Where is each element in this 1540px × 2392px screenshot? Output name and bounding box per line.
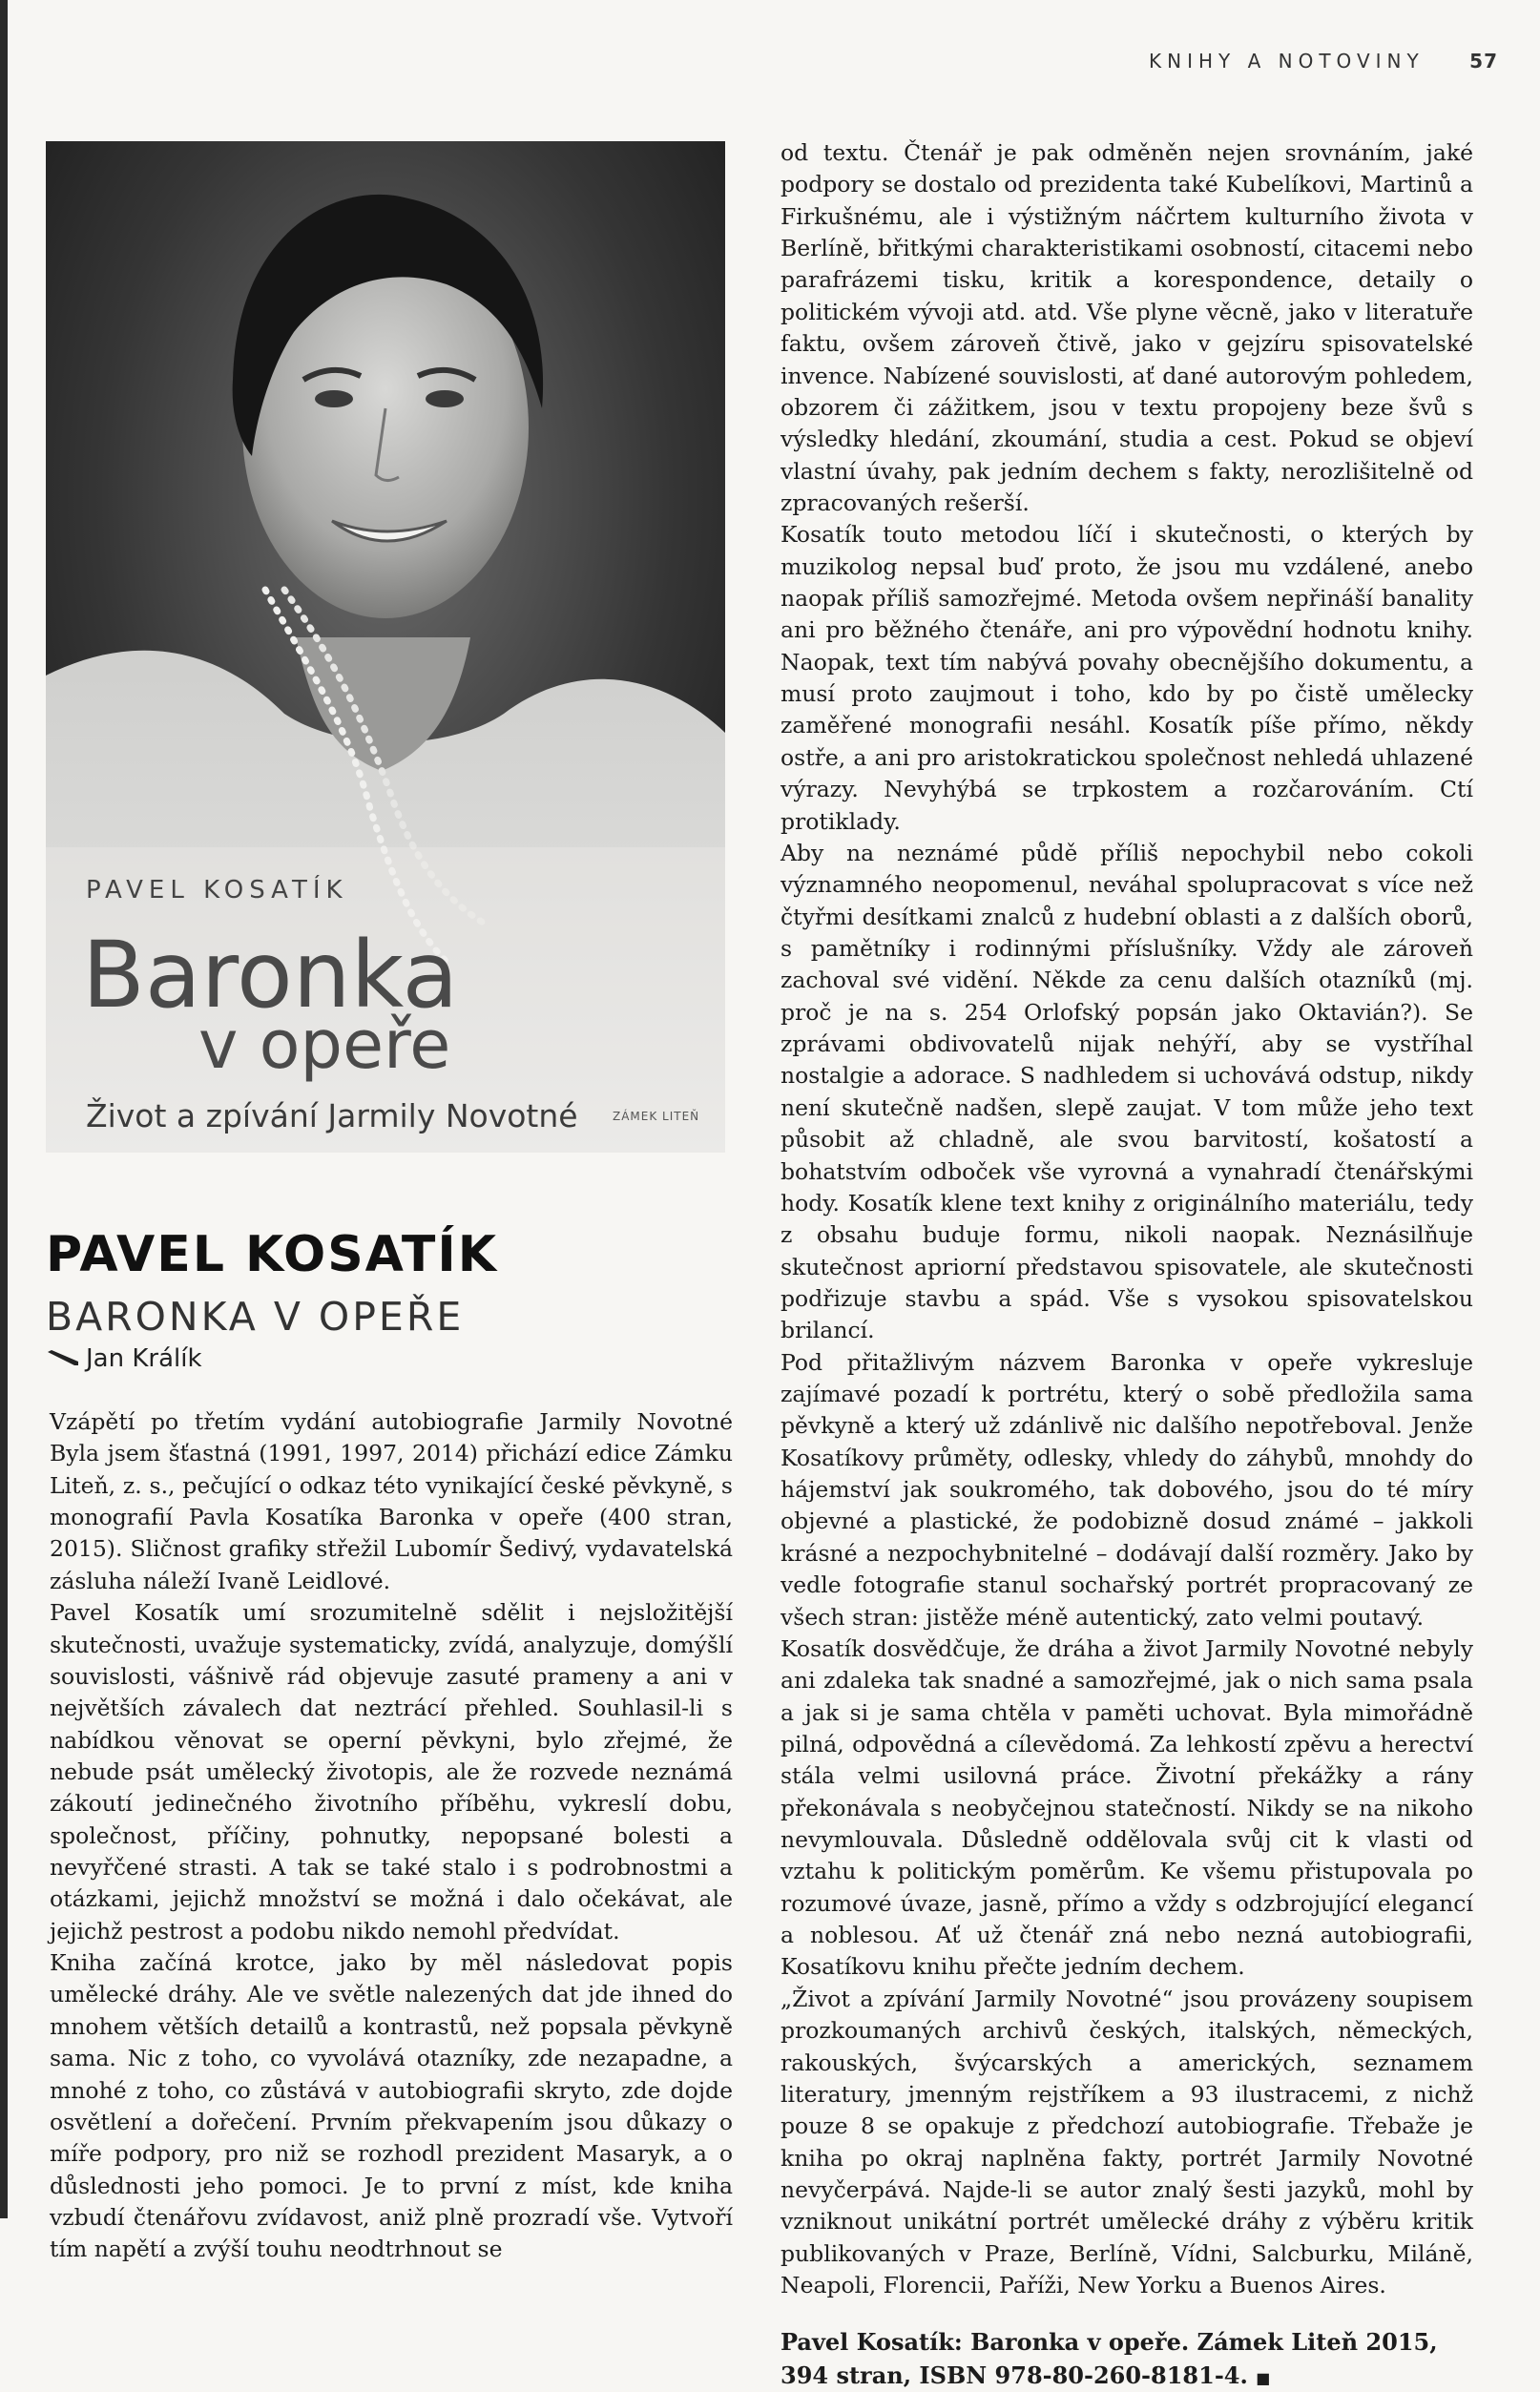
book-cover	[46, 141, 725, 1153]
paragraph: Aby na neznámé půdě příliš nepochybil nebo cokoli významného neopomenul, neváhal spolupracovat s více než čtyřmi desítkami znalců z hudební oblasti a z dalších oborů, s pamětníky i rodinnými příslušníky. Vždy ale zároveň zachoval své vidění. Někde za cenu dalších otazníků (mj. proč je na s. 254 Orlofský popsán jako Oktavián?). Se zprávami obdivovatelů nijak nehýří, aby se vystříhal nostalgie a adorace. S nadhledem si uchovává odstup, nikdy není skutečně nadšen, slepě zaujat. V tom může jeho text působit až chladně, ale svou barvitostí, košatostí a bohatstvím odboček vše vyrovná a vynahradí čtenářskými hody. Kosatík klene text knihy z originálního materiálu, tedy z obsahu buduje formu, nikoli naopak. Neznásilňuje skutečnost apriorní představou spisovatele, ale skutečnosti podřizuje stavbu a spád. Vše s vysokou spisovatelskou brilancí.	[780, 839, 1473, 1344]
page-edge	[0, 0, 8, 2218]
pen-nib-icon	[46, 1349, 80, 1368]
byline-author: Jan Králík	[86, 1344, 202, 1373]
byline	[46, 1344, 202, 1373]
paragraph: Pod přitažlivým názvem Baronka v opeře vykresluje zajímavé pozadí k portrétu, který o sobě předložila sama pěvkyně a který už zdánlivě nic dalšího nepotřeboval. Jenže Kosatíkovy průměty, odlesky, vhledy do záhybů, mnohdy do hájemství jak soukromého, tak dobového, jsou do té míry objevné a plastické, že podobizně dosud známé – jakkoli krásné a nezpochybnitelné – dodávají další rozměry. Jako by vedle fotografie stanul sochařský portrét propracovaný ze všech stran: jistěže méně autentický, zato velmi poutavý.	[780, 1348, 1473, 1631]
page-header	[1135, 46, 1498, 74]
book-info-text: Pavel Kosatík: Baronka v opeře. Zámek Liteň 2015, 394 stran, ISBN 978-80-260-8181-4.	[780, 2328, 1438, 2389]
article-column-left	[50, 1406, 733, 2266]
cover-publisher: ZÁMEK LITEŇ	[613, 1110, 700, 1123]
article-title: BARONKA V OPEŘE	[46, 1294, 465, 1340]
article-column-right	[780, 137, 1473, 2392]
book-info-note	[780, 2326, 1473, 2391]
cover-author: PAVEL KOSATÍK	[86, 876, 348, 905]
cover-subtitle: Život a zpívání Jarmily Novotné	[86, 1097, 578, 1134]
paragraph: Pavel Kosatík umí srozumitelně sdělit i nejsložitější skutečnosti, uvažuje systematicky, zvídá, analyzuje, domýšlí souvislosti, vášnivě rád objevuje zasuté prameny a ani v největších závalech dat neztrácí přehled. Souhlasil-li s nabídkou věnovat se operní pěvkyni, bylo zřejmé, že nebude psát umělecký životopis, ale že rozvede neznámá zákoutí jedinečného životního příběhu, vykreslí dobu, společnost, příčiny, pohnutky, nepopsané bolesti a nevyřčené strasti. A tak se také stalo i s podrobnostmi a otázkami, jejichž množství se možná i dalo očekávat, ale jejichž pestrost a podobu nikdo nemohl předvídat.	[50, 1599, 733, 1945]
cover-title-line2: v opeře	[198, 1006, 451, 1084]
cover-title-line1: Baronka	[82, 922, 459, 1029]
paragraph: „Život a zpívání Jarmily Novotné“ jsou provázeny soupisem prozkoumaných archivů českých, italských, německých, rakouských, švýcarských a amerických, seznamem literatury, jmenným rejstříkem a 93 ilustracemi, z nichž pouze 8 se opakuje z předchozí autobiografie. Třebaže je kniha po okraj naplněna fakty, portrét Jarmily Novotné nevyčerpává. Najde-li se autor znalý šesti jazyků, mohl by vzniknout unikátní portrét umělecké dráhy z výběru kritik publikovaných v Praze, Berlíně, Vídni, Salcburku, Miláně, Neapoli, Florencii, Paříži, New Yorku a Buenos Aires.	[780, 1985, 1473, 2299]
end-mark: ■	[1256, 2368, 1271, 2387]
page-number: 57	[1469, 50, 1498, 73]
section-name: KNIHY A NOTOVINY	[1149, 50, 1425, 73]
paragraph: Kosatík touto metodou líčí i skutečnosti, o kterých by muzikolog nepsal buď proto, že jsou mu vzdálené, anebo naopak příliš samozřejmé. Metoda ovšem nepřináší banality ani pro běžného čtenáře, ani pro výpovědní hodnotu knihy. Naopak, text tím nabývá povahy obecnějšího dokumentu, a musí proto zaujmout i toho, kdo by po čistě umělecky zaměřené monografii nesáhl. Kosatík píše přímo, někdy ostře, a ani pro aristokratickou společnost nehledá uhlazené výrazy. Nevyhýbá se trpkostem a rozčarováním. Ctí protiklady.	[780, 521, 1473, 835]
paragraph: Kosatík dosvědčuje, že dráha a život Jarmily Novotné nebyly ani zdaleka tak snadné a samozřejmé, jak o nich sama psala a jak si je sama chtěla v paměti uchovat. Byla mimořádně pilná, odpovědná a cílevědomá. Za lehkostí zpěvu a herectví stála velmi usilovná práce. Životní překážky a rány překonávala s neobyčejnou statečností. Nikdy se na nikoho nevymlouvala. Důsledně oddělovala svůj cit k vlasti od vztahu k politickým poměrům. Ke všemu přistupovala po rozumové úvaze, jasně, přímo a vždy s odzbrojující elegancí a noblesou. Ať už čtenář zná nebo nezná autobiografii, Kosatíkovu knihu přečte jedním dechem.	[780, 1634, 1473, 1981]
paragraph: Kniha začíná krotce, jako by měl následovat popis umělecké dráhy. Ale ve světle nalezených dat jde ihned do mnohem větších detailů a kontrastů, než popsala pěvkyně sama. Nic z toho, co vyvolává otazníky, zde nezapadne, a mnohé z toho, co zůstává v autobiografii skryto, zde dojde osvětlení a dořečení. Prvním překvapením jsou důkazy o míře podpory, pro niž se rozhodl prezident Masaryk, a o důslednosti jeho pomoci. Je to první z míst, kde kniha vzbudí čtenářovu zvídavost, aniž plně prozradí vše. Vytvoří tím napětí a zvýší touhu neodtrhnout se	[50, 1949, 733, 2263]
paragraph: od textu. Čtenář je pak odměněn nejen srovnáním, jaké podpory se dostalo od prezidenta také Kubelíkovi, Martinů a Firkušnému, ale i výstižným náčrtem kulturního života v Berlíně, břitkými charakteristikami osobností, citacemi nebo parafrázemi tisku, kritik a korespondence, detaily o politickém vývoji atd. atd. Vše plyne věcně, jako v literatuře faktu, ovšem zároveň čtivě, jako v gejzíru spisovatelské invence. Nabízené souvislosti, ať dané autorovým pohledem, obzorem či zážitkem, jsou v textu propojeny beze švů s výsledky hledání, zkoumání, studia a cest. Pokud se objeví vlastní úvahy, pak jedním dechem s fakty, nerozlišitelně od zpracovaných rešerší.	[780, 139, 1473, 516]
paragraph: Vzápětí po třetím vydání autobiografie Jarmily Novotné Byla jsem šťastná (1991, 1997, 2014) přichází edice Zámku Liteň, z. s., pečující o odkaz této vynikající české pěvkyně, s monografií Pavla Kosatíka Baronka v opeře (400 stran, 2015). Sličnost grafiky střežil Lubomír Šedivý, vydavatelská zásluha náleží Ivaně Leidlové.	[50, 1408, 733, 1594]
article-author-heading: PAVEL KOSATÍK	[46, 1226, 498, 1283]
